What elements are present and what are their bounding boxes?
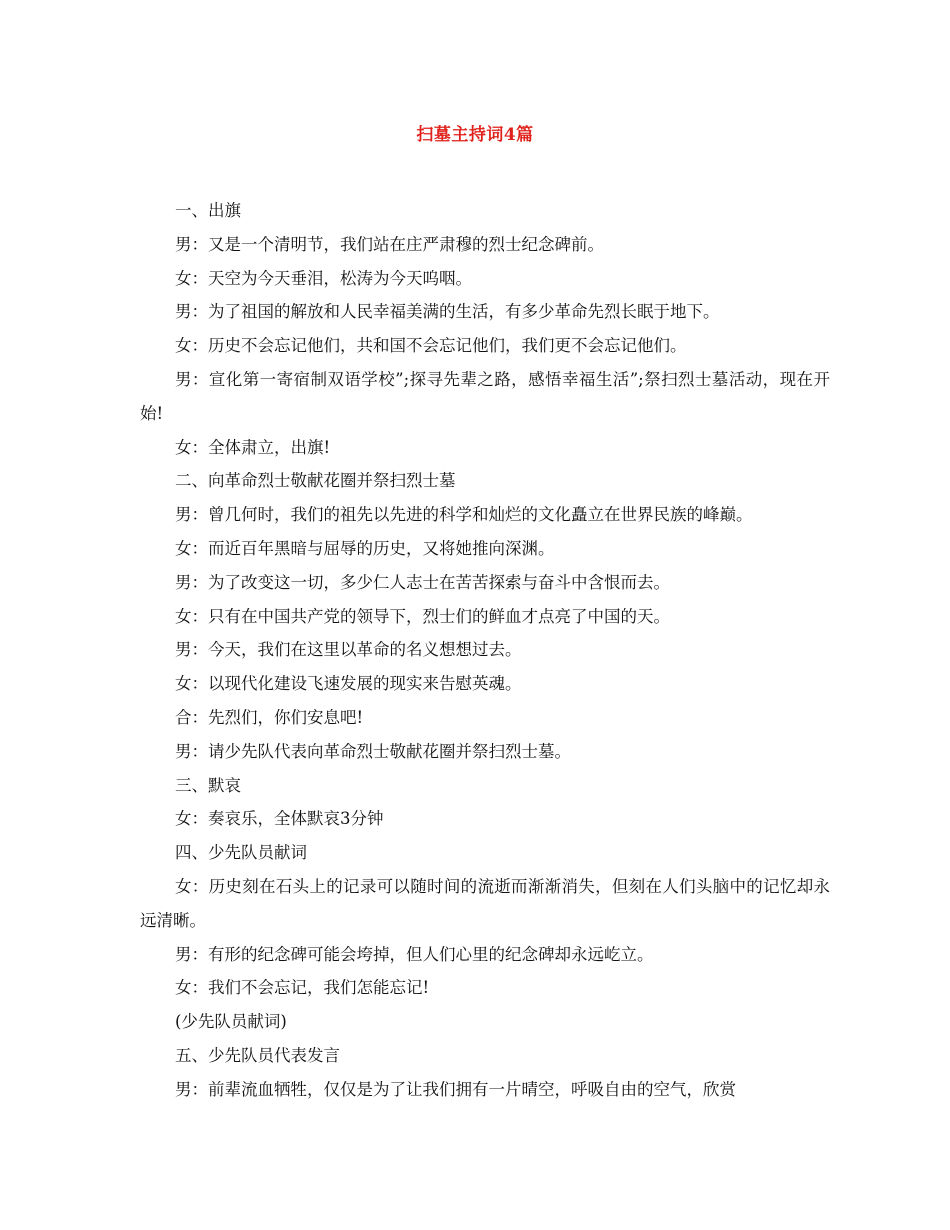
paragraph: 女：以现代化建设飞速发展的现实来告慰英魂。 (175, 674, 522, 694)
paragraph: 五、少先队员代表发言 (175, 1045, 340, 1065)
paragraph: 男：请少先队代表向革命烈士敬献花圈并祭扫烈士墓。 (175, 741, 571, 761)
document-body (140, 194, 830, 1107)
paragraph: 女：奏哀乐，全体默哀3分钟 (175, 809, 384, 829)
paragraph: 四、少先队员献词 (175, 843, 307, 863)
document-title: 扫墓主持词4篇 (416, 125, 534, 145)
paragraph: 女：我们不会忘记，我们怎能忘记! (175, 978, 430, 998)
paragraph: 男：为了改变这一切，多少仁人志士在苦苦探索与奋斗中含恨而去。 (175, 572, 670, 592)
paragraph: 合：先烈们，你们安息吧! (175, 707, 364, 727)
paragraph: (少先队员献词) (175, 1012, 287, 1032)
paragraph: 女：而近百年黑暗与屈辱的历史，又将她推向深渊。 (175, 538, 555, 558)
paragraph: 三、默哀 (175, 775, 241, 795)
paragraph: 二、向革命烈士敬献花圈并祭扫烈士墓 (175, 471, 456, 491)
paragraph: 男：又是一个清明节，我们站在庄严肃穆的烈士纪念碑前。 (175, 234, 604, 254)
paragraph: 女：全体肃立，出旗! (175, 437, 331, 457)
paragraph: 男：曾几何时，我们的祖先以先进的科学和灿烂的文化矗立在世界民族的峰巅。 (175, 505, 753, 525)
paragraph: 女：历史刻在石头上的记录可以随时间的流逝而渐渐消失，但刻在人们头脑中的记忆却永远清晰。 (140, 876, 830, 930)
paragraph: 一、出旗 (175, 201, 241, 220)
paragraph: 男：为了祖国的解放和人民幸福美满的生活，有多少革命先烈长眠于地下。 (175, 302, 720, 322)
paragraph: 男：今天，我们在这里以革命的名义想想过去。 (175, 640, 522, 660)
paragraph: 女：天空为今天垂泪，松涛为今天呜咽。 (175, 268, 472, 288)
paragraph: 男：前辈流血牺牲，仅仅是为了让我们拥有一片晴空，呼吸自由的空气，欣赏 (175, 1079, 736, 1099)
paragraph: 男：有形的纪念碑可能会垮掉，但人们心里的纪念碑却永远屹立。 (175, 944, 654, 964)
paragraph: 女：只有在中国共产党的领导下，烈士们的鲜血才点亮了中国的天。 (175, 606, 670, 626)
paragraph: 男：宣化第一寄宿制双语学校”;探寻先辈之路，感悟幸福生活”;祭扫烈士墓活动，现在开始! (140, 369, 830, 423)
paragraph: 女：历史不会忘记他们，共和国不会忘记他们，我们更不会忘记他们。 (175, 336, 687, 356)
